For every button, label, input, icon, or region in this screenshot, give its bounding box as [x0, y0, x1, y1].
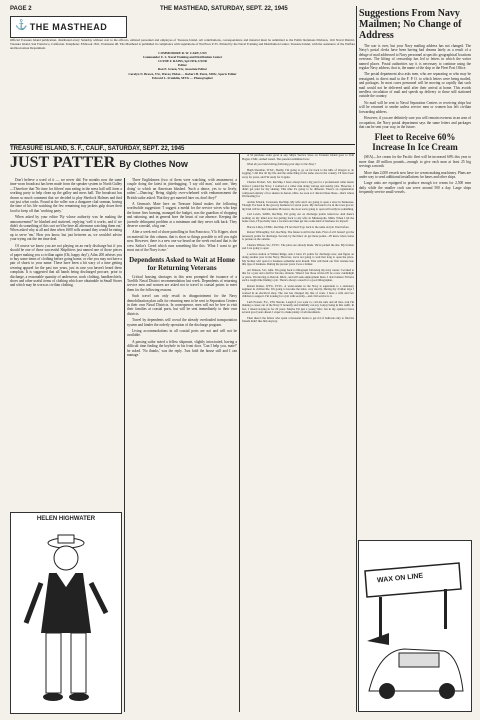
sailor-illustration: [11, 513, 121, 713]
paragraph: Three Englishmen (two of them were watching, with amusement, a couple doing the latest in jitterbugging. 'I say old man,' said one, 'they doing' to which an American blushed. 'Such a dance, yes to so lively, rather.'—Dancing.' Being slightly over-whelmed with embarrassment the British sailor asked: 'But they get married later on, don't they?': [127, 178, 237, 200]
paragraph: Robert Rohan, WT3c, PCTC. A water-tender in the Navy is equivalent to a stationary engineer in civilian life. I'm going to become the latter, very shortly. During my civilian days I worked in an electrical shop. The war has changed my line of work. I have a wife and two children to support. I'm looking for a job with security—and civil service is it.: [242, 283, 354, 298]
column-divider: [124, 178, 125, 712]
answer: Hugh Sheridan, WT2c, Shelby. I'm going to go on far back to the hills of Oregon to do logging. I did that all my life and the same thing in the same area in the country. I'll have been away for years, and I'm ready for it again.: [242, 167, 354, 179]
subheadline: Dependents Asked to Wait at Home for Returning Veterans: [129, 255, 235, 272]
answer: Horace Lilley, CEMlc, RecShip. I'll bet that I'll go back to the same old job I had before.: [247, 224, 350, 229]
column-divider: [239, 154, 240, 712]
sign-label: WAX ON LINE: [376, 572, 424, 585]
anchor-icon: ⚓: [15, 20, 28, 31]
paragraph: The postal department also asks men, who are separating or who may be reassigned, to direct mail to the F. P. O. to which letters were being mailed, and packages. In most cases personnel will be moving so rapidly that such mail would not be delivered until after their arrival at home. This avoids needless circulation of mail and speeds up delivery to those still stationed outside the country.: [359, 72, 471, 99]
paragraph: Art Stinson, S1c, APA. I'm going back to lithograph following my navy career. I worked at this for a year and a half in Toronto, Ontario. When I lost those circles it'll be a new candlelight or place. I'm moving to Detroit, Mich., and will seek employment there. I don't believe I'll have such a tough time finding a job. There's always a need for a good lithographer.: [242, 267, 354, 282]
assistant-editor: Ron E. Green, Y3c, Associate Editor: [157, 67, 208, 72]
column-3: [242, 154, 354, 712]
paragraph: A passing sailor noted a fellow shipmate, slightly intoxicated, having a difficult time finding the keyhole in his front door. 'Can I help you, mate?' he asked. 'No thanks,' was the reply. 'Just hold the house still and I can manage.': [127, 339, 237, 357]
article-headline: [10, 154, 240, 172]
drive-in-cartoon: [358, 540, 472, 712]
paragraph: A SI purchase order good at any Ship's Service Store on Treasure Island goes to Tom Hogan, CMlc, Armed Guard. The question submitted was:: [242, 154, 354, 161]
paragraph: Of course we know you are not playing on an early discharge but if you should be one of those successful Shipfitters just named one of those pieces of paper making you a civilian again (Oh, happy day!), Atlas 200 advises you to buy some items of clothing before going home, or else you may not have a pair of shorts to your name. These have been a bit wary of a time getting wearing apparel for the past two years, just in case you haven't heard these complain. It is suggested that all hands being discharged procure, prior to discharge, a reasonable quantity of underwear, work clothing, handkerchiefs, shoes and other useful items of clothing which are obtainable in Small Stores and which may be worn as civilian clothing.: [10, 243, 122, 288]
paragraph: The war is over, but your Navy mailing address has not changed. The Navy's postal clerks have been having bad dreams lately as a result of a deluge of mail addressed to Navy personnel at specific geographical locations overseas. The lifting of censorship has led to letters in which the writer named places. Postal authorities say it is necessary to continue using the regular Navy address, that is, the name of the ship or the Fleet Post Office.: [359, 44, 471, 71]
paragraph: Critical housing shortages in this area prompted the issuance of a Twelfth Naval District recommendation last week. Dependents of returning service men and women are asked not to travel to coastal points to meet them for the following reasons.: [127, 274, 237, 292]
masthead-title: THE MASTHEAD: [29, 22, 108, 32]
answer: Charles Wilson, S1c, PCTC. The place are already made. We've picked the site. My brother and I are going to open: [242, 242, 354, 250]
staff-box: [10, 38, 355, 143]
headline-title: JUST PATTER: [10, 154, 116, 171]
paragraph: A German's Mate here on Treasure Island makes the following worthwhile suggestion: 'I suggest a medal for the service wives who kept the home fires burning, managed the budget, was the guardian of shopping and rationing, and in general bore the brunt of our absence. Keeping the juvenile delinquent problem at a minimum and they never talk back. They deserve a medal, a big one.': [127, 202, 237, 229]
issue-dateline: TREASURE ISLAND, S. F., CALIF., SATURDAY, SEPT. 22, 1945: [10, 144, 355, 154]
sidebar-column: [359, 8, 471, 538]
column-1: [10, 178, 122, 508]
editor-label: Editor: [178, 63, 187, 68]
page-number: PAGE 2: [10, 6, 32, 12]
paragraph: Large units are equipped to produce enough ice cream for 2,500 men daily while the smaller craft can serve around 500 a day. Large ships frequently service small vessels.: [359, 181, 471, 195]
fleet-headline: Fleet to Receive 60% Increase In Ice Cream: [372, 132, 458, 153]
sidebar-heading: Suggestions From Navy Mailmen; No Change of Address: [359, 8, 462, 41]
paragraph: Living accommodations in all coastal ports are not and will not be available.: [127, 328, 237, 338]
paragraph: Then there's the fellow who spent a thousand bucks to get rid of halitosis only to find his friends didn't like him anyway.: [242, 315, 354, 323]
cartoon-title: HELEN HIGHWATER: [36, 516, 96, 522]
staff-line-2: Edward L. Franklin, MT3c — Photographer: [151, 75, 213, 80]
paragraph: When asked by your editor 'By whose authority was he making the announcement?' he blushed and stuttered, replying 'well it works, and if we didn't do something of this sort we'd be here all afternoon watching them eat.' When asked why at all and then when 1600 rolls around they would be eating up to serve 'em.' How you know, but just between us, we wouldn't advise your trying out the ten time deal.: [10, 215, 122, 242]
answer: Carl Lewis, S2Mlc, RecShip. I'm going out on discharge points tomorrow. And there's nothing on my mind now but getting back to my wife in Minneapolis, Minn. When I hit the home town, I'll probably take a vacation and then get into some kind of business for myself.: [242, 212, 354, 223]
paper-dateline: THE MASTHEAD, SATURDAY, SEPT. 22, 1945: [160, 6, 288, 12]
answer: Robert Willoughby, S2c, RecShip. The future is still in the dark. First of all I haven't got the necessary points for discharge. Second, by the time I do get those points—I'll know what course to pursue on the outside.: [242, 230, 354, 241]
commander-name: COMMODORE R. W. CARY, USN: [158, 50, 207, 55]
question: What do you intend doing following your days in the Navy?: [247, 162, 316, 166]
paragraph: Such travel can only result in disappointment for the Navy demobilization plan calls for returning men to be sent to Separation Centers in their own Naval Districts. In consequence, men will not be free to visit their families at coastal ports, but will be sent immediately to their own districts.: [127, 294, 237, 316]
paragraph: However, if you are definitely sure you will remain overseas in an area of occupation, the Navy postal department says the same letters and packages that can be sent your way, in the future.: [359, 116, 471, 129]
masthead-logo: [10, 16, 127, 38]
commander-title: Commander U. S. Naval Training and Distribution Center: [142, 54, 223, 59]
paragraph: No mail will be sent to Naval Separation Centers or receiving ships but will be returned to sender unless service men or women has left civilian forwarding address.: [359, 100, 471, 114]
headline-byline: By Clothes Now: [119, 159, 188, 169]
staff-line: Carolyn N. Brown, Y3c, Waves; Eldon — Robert H. Perez, SM3c, Sports Editor: [128, 71, 237, 76]
column-divider: [356, 6, 357, 712]
answer: Archie Schuck, Coxswain, RecShip. My wife and I are going to open a store in Tennessee. Though I've been in the grocery business for seven years. My dad used to be in the town grocer; my Dad will be chief salesman. However, the store we're going to open will really be something.: [242, 199, 354, 211]
answer: Charles Probert, S2c, RecShip. I have always had a big yen for a professional roller skater before I joined the Navy. I worked at a roller rink doing various and sundry jobs. However, I didn't get paid for my skating. This time it's going to be different. There's an organization composed entirely of ice skaters in Akron, Ohio. As soon as I discard these blues—that's where I'm heading for.: [242, 180, 354, 198]
paragraph: Don't believe a word of it — we never did. For months now the same time-worn broadcast has been made from the speaker system in North Galley—Therefore that 'No time for fifteen' rum eating in the mess hall will form a working party to help clean up the galley and mess hall. The broadcast has drawn so much comment that we decided to play Sherlock Holmes and find out just what cooks. Found at the roller was a dungaree clad seaman, having the time of his life watching the few remaining tray jackets gulp down their food to keep off that 'working party.': [10, 178, 122, 213]
staff-intro: Official Treasure Island publication, distributed every Saturday without cost to the officers, enlisted personnel and employes of Treasure Island. All contributions, correspondence and material must be submitted to the Public Relations Division, 11th Naval District, Treasure Island, San Francisco, California. Telephone: EXbrook 1811, Extension 48. The Masthead is published in compliance with regulations of NavExos P-35. Printed by the Naval Training and Distribution Center, Treasure Island, with the assistance of the Welfare and Recreation Department.: [10, 38, 355, 51]
drive-in-illustration: [359, 541, 471, 711]
sailor-cartoon: [10, 512, 122, 714]
paragraph: Travel by dependents will crowd the already overloaded transportation system and hinder the orderly operation of the discharge program.: [127, 318, 237, 327]
editor-name: CLYDE F. RAINS, SpCIWk, USNR: [158, 59, 207, 64]
column-2: [127, 178, 237, 712]
paragraph: After a week end of shore patrolling in San Francisco, Y3c Kipper, short on material for this column, that is short so things possible to tell you right now. However, there is a new one we heard on the week end and that is the crew Sailor's Creed which runs something like this: 'What I want to get most out of the Navy is me.': [127, 230, 237, 253]
paragraph: a service station at Walnut Ridge, Ark. I have 25 points for discharge now, and figure on doing another year in the Navy. However, we're not going to wait that long to open the place. My brother will open for business sometime next month. This will mark our first venture into this type of business. During the prewar years I was a farmer.: [242, 251, 354, 266]
paragraph: (SEA)—Ice cream for the Pacific fleet will be increased 60% this year to more than 40 million pounds—enough to give each man at least 25 big servings a month.: [359, 155, 471, 169]
paragraph: Lulb Everett, F1c, USS Nereus. Laugh if you want to; call me nuts and all that—but I'm making a career out of the Navy! I honestly and truthfully can say I enjoy being in this outfit. In fact, I intend staying in for 20 years. Maybe I'm just a young 'lifer,' but in my opinion I have several good years ahead. I expect to make plenty of advancements.: [242, 299, 354, 314]
paragraph: More than 2,000 vessels now have ice cream making machinery. Plans are under way to send additional installations for bases and other ships.: [359, 170, 471, 179]
